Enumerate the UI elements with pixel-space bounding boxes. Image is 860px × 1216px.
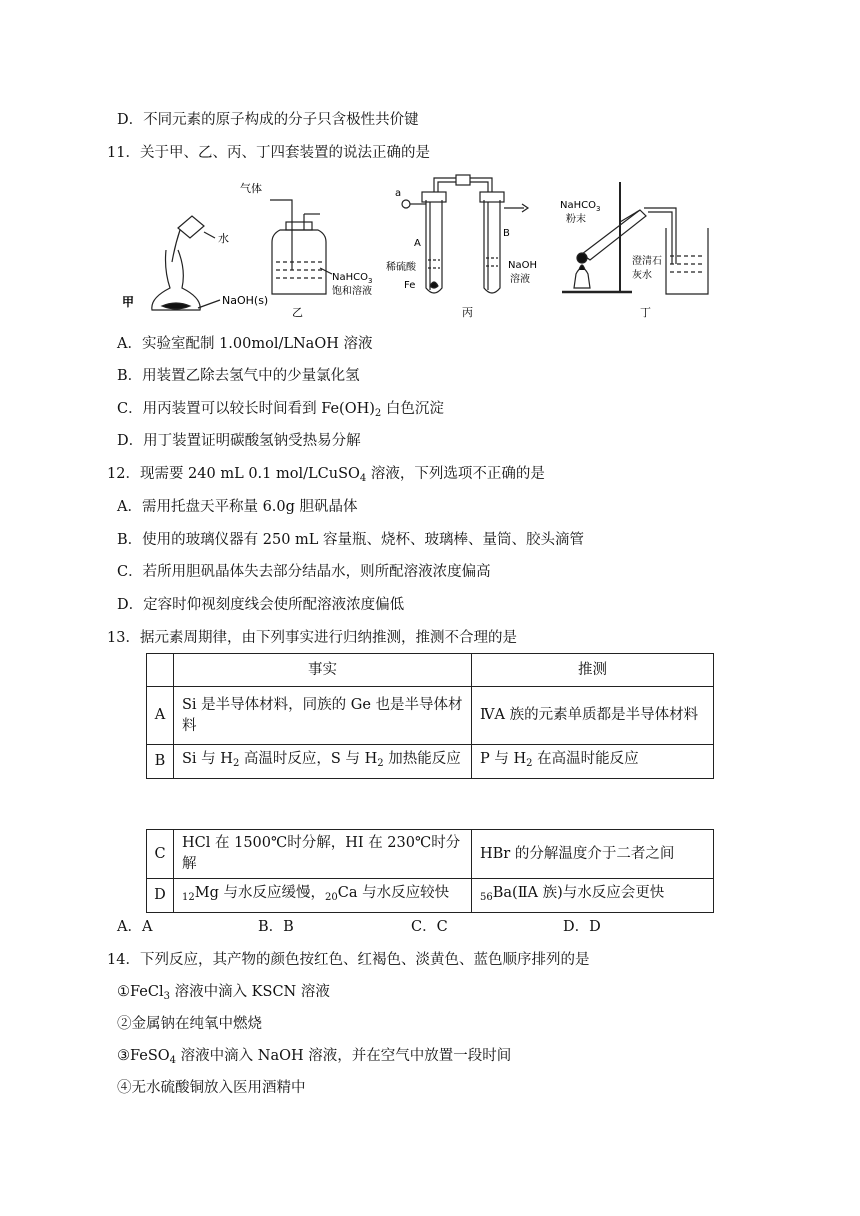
q13-choice-b: B．B [258,919,294,935]
ding-powder-label: 粉末 [566,214,586,225]
ding-powder-formula: NaHCO [560,200,596,211]
yi-solution-sub: 3 [367,277,373,285]
q11-stem: 11．关于甲、乙、丙、丁四套装置的说法正确的是 [107,145,430,161]
table-row-b: B Si 与 $H_2$ 高温时反应，S 与 $H_2$ 加热能反应 P 与 $H_2$ 在高温时能反应 [147,745,714,779]
bing-tube-a: A [414,238,421,249]
q10-option-d: D．不同元素的原子构成的分子只含极性共价键 [117,112,419,128]
q11-option-b: B．用装置乙除去氢气中的少量氯化氢 [117,368,360,384]
q12-stem: 12．现需要 240 mL 0.1 mol/LCuSO$_4$ 溶液，下列选项不正确的是 [107,466,545,484]
q13-table-part2 [146,829,714,913]
q11-apparatus-figure [120,170,720,320]
q14-item-1: ①FeCl$_3$ 溶液中滴入 KSCN 溶液 [117,984,330,1002]
q14-stem: 14．下列反应，其产物的颜色按红色、红褐色、淡黄色、蓝色顺序排列的是 [107,952,590,968]
q11-option-c: C．用丙装置可以较长时间看到 $Fe(OH)_2$ 白色沉淀 [117,401,444,419]
table-row-d: D $_{12}$Mg 与水反应缓慢，$_{20}$Ca 与水反应较快 $_{56}$Ba(ⅡA 族)与水反应会更快 [147,879,714,913]
ding-lime-label-2: 灰水 [632,270,652,281]
q11-option-d: D．用丁装置证明碳酸氢钠受热易分解 [117,433,361,449]
yi-solution-formula: NaHCO [332,272,368,283]
jia-naoh-label: NaOH(s) [222,294,269,307]
apparatus-yi [270,200,332,294]
q12-option-c: C．若所用胆矾晶体失去部分结晶水，则所配溶液浓度偏高 [117,564,491,580]
q13-choice-a: A．A [117,919,153,935]
bing-fe-label: Fe [404,280,416,291]
bing-label: 丙 [462,306,473,319]
svg-text:NaHCO3 [560,200,600,213]
q13-stem: 13．据元素周期律，由下列事实进行归纳推测，推测不合理的是 [107,630,517,646]
q14-item-3: ③FeSO$_4$ 溶液中滴入 NaOH 溶液，并在空气中放置一段时间 [117,1048,512,1066]
ding-powder-sub: 3 [595,205,601,213]
table-row-a: A Si 是半导体材料，同族的 Ge 也是半导体材料 ⅣA 族的元素单质都是半导体材料 [147,687,714,745]
bing-solution-label: 溶液 [510,274,530,285]
q13-choice-d: D．D [563,919,601,935]
yi-gas-label: 气体 [240,182,262,195]
q14-item-2: ②金属钠在纯氧中燃烧 [117,1016,262,1032]
table-row-c: C HCl 在 1500℃时分解，HI 在 230℃时分解 HBr 的分解温度介于二者之间 [147,830,714,879]
q12-option-d: D．定容时仰视刻度线会使所配溶液浓度偏低 [117,597,405,613]
q12-option-a: A．需用托盘天平称量 6.0g 胆矾晶体 [117,499,358,515]
svg-text:NaHCO3 [332,272,372,285]
ding-lime-label-1: 澄清石 [632,256,662,267]
yi-label: 乙 [292,306,303,319]
bing-valve-a: a [395,188,402,199]
bing-acid-label: 稀硫酸 [386,262,416,273]
q14-item-4: ④无水硫酸铜放入医用酒精中 [117,1080,306,1096]
header-fact: 事实 [174,654,472,687]
ding-label: 丁 [640,306,651,319]
yi-solution-label: 饱和溶液 [332,286,372,297]
apparatus-jia [152,216,220,310]
jia-label: 甲 [122,295,135,309]
q11-option-a: A．实验室配制 1.00mol/LNaOH 溶液 [117,336,373,352]
jia-water-label: 水 [218,232,229,245]
q13-choice-c: C．C [411,919,448,935]
bing-naoh-label: NaOH [508,260,537,271]
bing-tube-b: B [503,228,510,239]
q12-option-b: B．使用的玻璃仪器有 250 mL 容量瓶、烧杯、玻璃棒、量筒、胶头滴管 [117,532,585,548]
q13-table-part1 [146,653,714,779]
header-guess: 推测 [472,654,714,687]
